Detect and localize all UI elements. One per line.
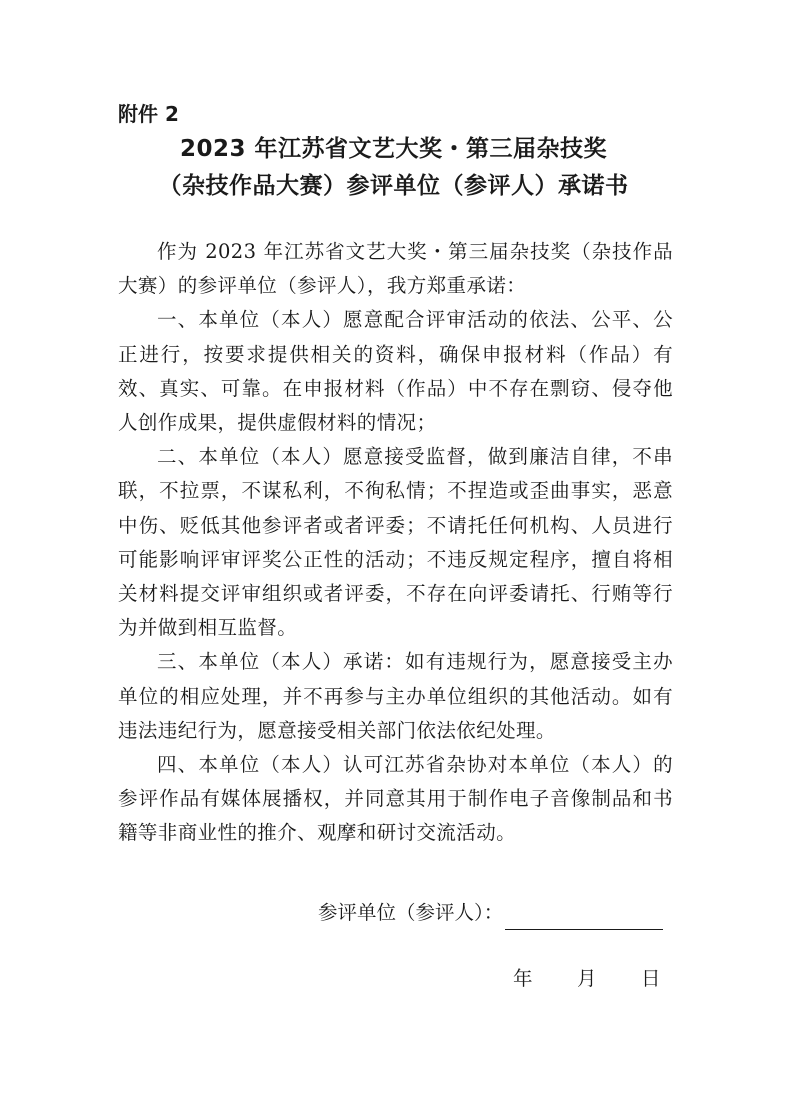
signature-block — [318, 896, 663, 930]
date-month-label: 月 — [577, 967, 597, 990]
document-title-line-1: 2023 年江苏省文艺大奖・第三届杂技奖 — [179, 136, 608, 162]
intro-paragraph: 作为 2023 年江苏省文艺大奖・第三届杂技奖（杂技作品大赛）的参评单位（参评人），我方郑重承诺： — [118, 240, 673, 298]
commitment-paragraph-4: 四、本单位（本人）认可江苏省杂协对本单位（本人）的参评作品有媒体展播权，并同意其用于制作电子音像制品和书籍等非商业性的推介、观摩和研讨交流活动。 — [118, 753, 673, 845]
attachment-label: 附件 2 — [118, 102, 179, 126]
commitment-paragraph-1: 一、本单位（本人）愿意配合评审活动的依法、公平、公正进行，按要求提供相关的资料，确保申报材料（作品）有效、真实、可靠。在申报材料（作品）中不存在剽窃、侵夺他人创作成果，提供虚假材料的情况； — [118, 308, 673, 435]
date-day-label: 日 — [641, 967, 661, 990]
signature-line — [505, 902, 663, 930]
date-year-label: 年 — [513, 967, 533, 990]
commitment-paragraph-2: 二、本单位（本人）愿意接受监督，做到廉洁自律，不串联，不拉票，不谋私利，不徇私情；不捏造或歪曲事实，恶意中伤、贬低其他参评者或者评委；不请托任何机构、人员进行可能影响评审评奖公正性的活动；不违反规定程序，擅自将相关材料提交评审组织或者评委，不存在向评委请托、行贿等行为并做到相互监督。 — [118, 445, 673, 640]
commitment-paragraph-3: 三、本单位（本人）承诺：如有违规行为，愿意接受主办单位的相应处理，并不再参与主办单位组织的其他活动。如有违法违纪行为，愿意接受相关部门依法依纪处理。 — [118, 650, 673, 742]
signature-label: 参评单位（参评人）： — [318, 901, 504, 924]
document-body — [118, 235, 673, 851]
document-title-line-2: （杂技作品大赛）参评单位（参评人）承诺书 — [158, 173, 629, 199]
